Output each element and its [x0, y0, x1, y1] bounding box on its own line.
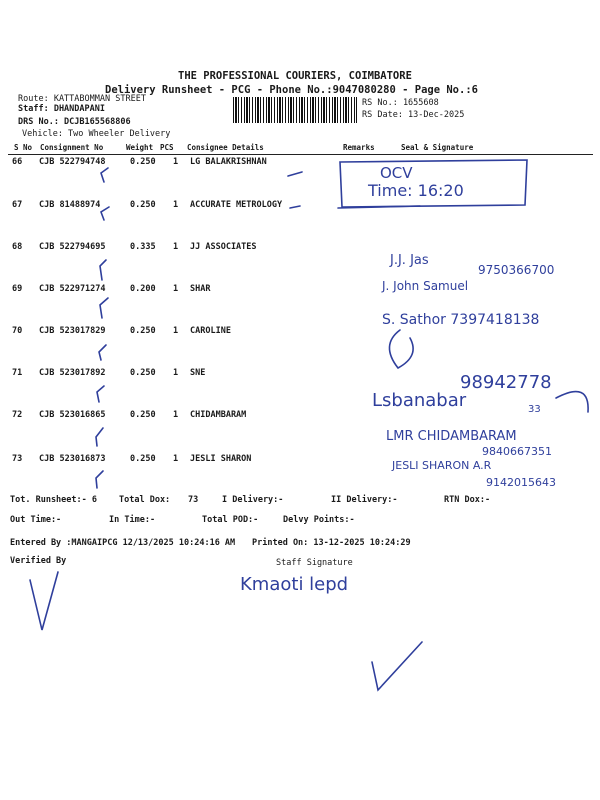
row-sno: 70: [12, 326, 23, 336]
table-row: [0, 326, 600, 346]
i-delivery: I Delivery:-: [222, 495, 284, 505]
row-consignment: CJB 523016865: [39, 410, 106, 420]
rs-date: RS Date: 13-Dec-2025: [362, 110, 465, 120]
hw-staff-signature: Kmaoti lepd: [240, 574, 349, 595]
hw-chidambaram: LMR CHIDAMBARAM: [386, 429, 517, 444]
row-sno: 73: [12, 454, 23, 464]
row-pcs: 1: [173, 454, 179, 464]
table-row: [0, 200, 600, 220]
row-sno: 67: [12, 200, 23, 210]
table-row: [0, 368, 600, 388]
runsheet-subtitle: Delivery Runsheet - PCG - Phone No.:9047080280 - Page No.:6: [105, 84, 478, 96]
rtn-dox: RTN Dox:-: [444, 495, 491, 505]
col-consignee: Consignee Details: [187, 143, 264, 152]
row-pcs: 1: [173, 242, 179, 252]
hw-time: Time: 16:20: [368, 181, 464, 200]
delvy-points: Delvy Points:-: [283, 515, 355, 525]
rs-number: RS No.: 1655608: [362, 98, 439, 108]
row-sno: 72: [12, 410, 23, 420]
entered-by: Entered By :MANGAIPCG 12/13/2025 10:24:16 AM: [10, 538, 236, 548]
total-dox-value: 73: [188, 495, 199, 505]
hw-sig-71: Lsbanabar: [372, 390, 467, 411]
out-time: Out Time:-: [10, 515, 62, 525]
hw-phone-72: 9840667351: [482, 445, 552, 458]
total-dox-label: Total Dox:: [119, 495, 171, 505]
tot-runsheet: Tot. Runsheet:- 6: [10, 495, 97, 505]
staff-label: Staff: DHANDAPANI: [18, 104, 105, 114]
verified-by: Verified By: [10, 556, 67, 566]
row-weight: 0.250: [130, 326, 156, 336]
total-pod: Total POD:-: [202, 515, 259, 525]
row-consignment: CJB 522794695: [39, 242, 106, 252]
table-row: [0, 157, 600, 177]
hw-phone-71: 98942778: [460, 372, 552, 393]
row-consignment: CJB 523016873: [39, 454, 106, 464]
table-row: [0, 410, 600, 430]
row-consignment: CJB 523017829: [39, 326, 106, 336]
row-sno: 71: [12, 368, 23, 378]
row-consignee: SNE: [190, 368, 206, 378]
row-consignee: JESLI SHARON: [190, 454, 252, 464]
header-divider: [8, 154, 593, 155]
hw-jesli: JESLI SHARON A.R: [392, 459, 492, 472]
hw-jj: J.J. Jas: [390, 253, 429, 268]
row-consignee: CHIDAMBARAM: [190, 410, 247, 420]
hw-john-samuel: J. John Samuel: [382, 279, 469, 293]
row-pcs: 1: [173, 157, 179, 167]
row-pcs: 1: [173, 200, 179, 210]
row-consignment: CJB 523017892: [39, 368, 106, 378]
table-row: [0, 242, 600, 262]
row-consignee: CAROLINE: [190, 326, 231, 336]
hw-sub-71: 33: [528, 404, 541, 415]
hw-phone-69: 9750366700: [478, 263, 555, 277]
barcode: [233, 97, 357, 123]
row-weight: 0.250: [130, 368, 156, 378]
row-pcs: 1: [173, 410, 179, 420]
row-weight: 0.200: [130, 284, 156, 294]
in-time: In Time:-: [109, 515, 156, 525]
table-row: [0, 454, 600, 474]
route-label: Route: KATTABOMMAN STREET: [18, 94, 146, 104]
company-title: THE PROFESSIONAL COURIERS, COIMBATORE: [178, 70, 412, 82]
row-consignment: CJB 522794748: [39, 157, 106, 167]
row-sno: 66: [12, 157, 23, 167]
row-sno: 68: [12, 242, 23, 252]
row-weight: 0.250: [130, 410, 156, 420]
row-sno: 69: [12, 284, 23, 294]
row-pcs: 1: [173, 326, 179, 336]
row-consignment: CJB 81488974: [39, 200, 101, 210]
row-weight: 0.250: [130, 454, 156, 464]
hw-ocv: OCV: [380, 164, 413, 182]
row-pcs: 1: [173, 368, 179, 378]
row-weight: 0.250: [130, 157, 156, 167]
row-consignee: LG BALAKRISHNAN: [190, 157, 267, 167]
col-sno: S No: [14, 143, 33, 152]
col-consignment: Consignment No: [40, 143, 104, 152]
row-consignee: JJ ASSOCIATES: [190, 242, 257, 252]
hw-row70: S. Sathor 7397418138: [382, 312, 540, 328]
vehicle-label: Vehicle: Two Wheeler Delivery: [22, 129, 171, 139]
row-consignment: CJB 522971274: [39, 284, 106, 294]
col-pcs: PCS: [160, 143, 174, 152]
row-pcs: 1: [173, 284, 179, 294]
staff-signature-label: Staff Signature: [276, 558, 353, 568]
printed-on: Printed On: 13-12-2025 10:24:29: [252, 538, 411, 548]
row-consignee: ACCURATE METROLOGY: [190, 200, 283, 210]
ii-delivery: II Delivery:-: [331, 495, 398, 505]
col-seal-signature: Seal & Signature: [401, 143, 474, 152]
row-weight: 0.250: [130, 200, 156, 210]
col-weight: Weight: [126, 143, 154, 152]
table-row: [0, 284, 600, 304]
row-weight: 0.335: [130, 242, 156, 252]
hw-phone-73: 9142015643: [486, 476, 556, 489]
row-consignee: SHAR: [190, 284, 211, 294]
col-remarks: Remarks: [343, 143, 375, 152]
drs-number: DRS No.: DCJB165568806: [18, 117, 131, 127]
